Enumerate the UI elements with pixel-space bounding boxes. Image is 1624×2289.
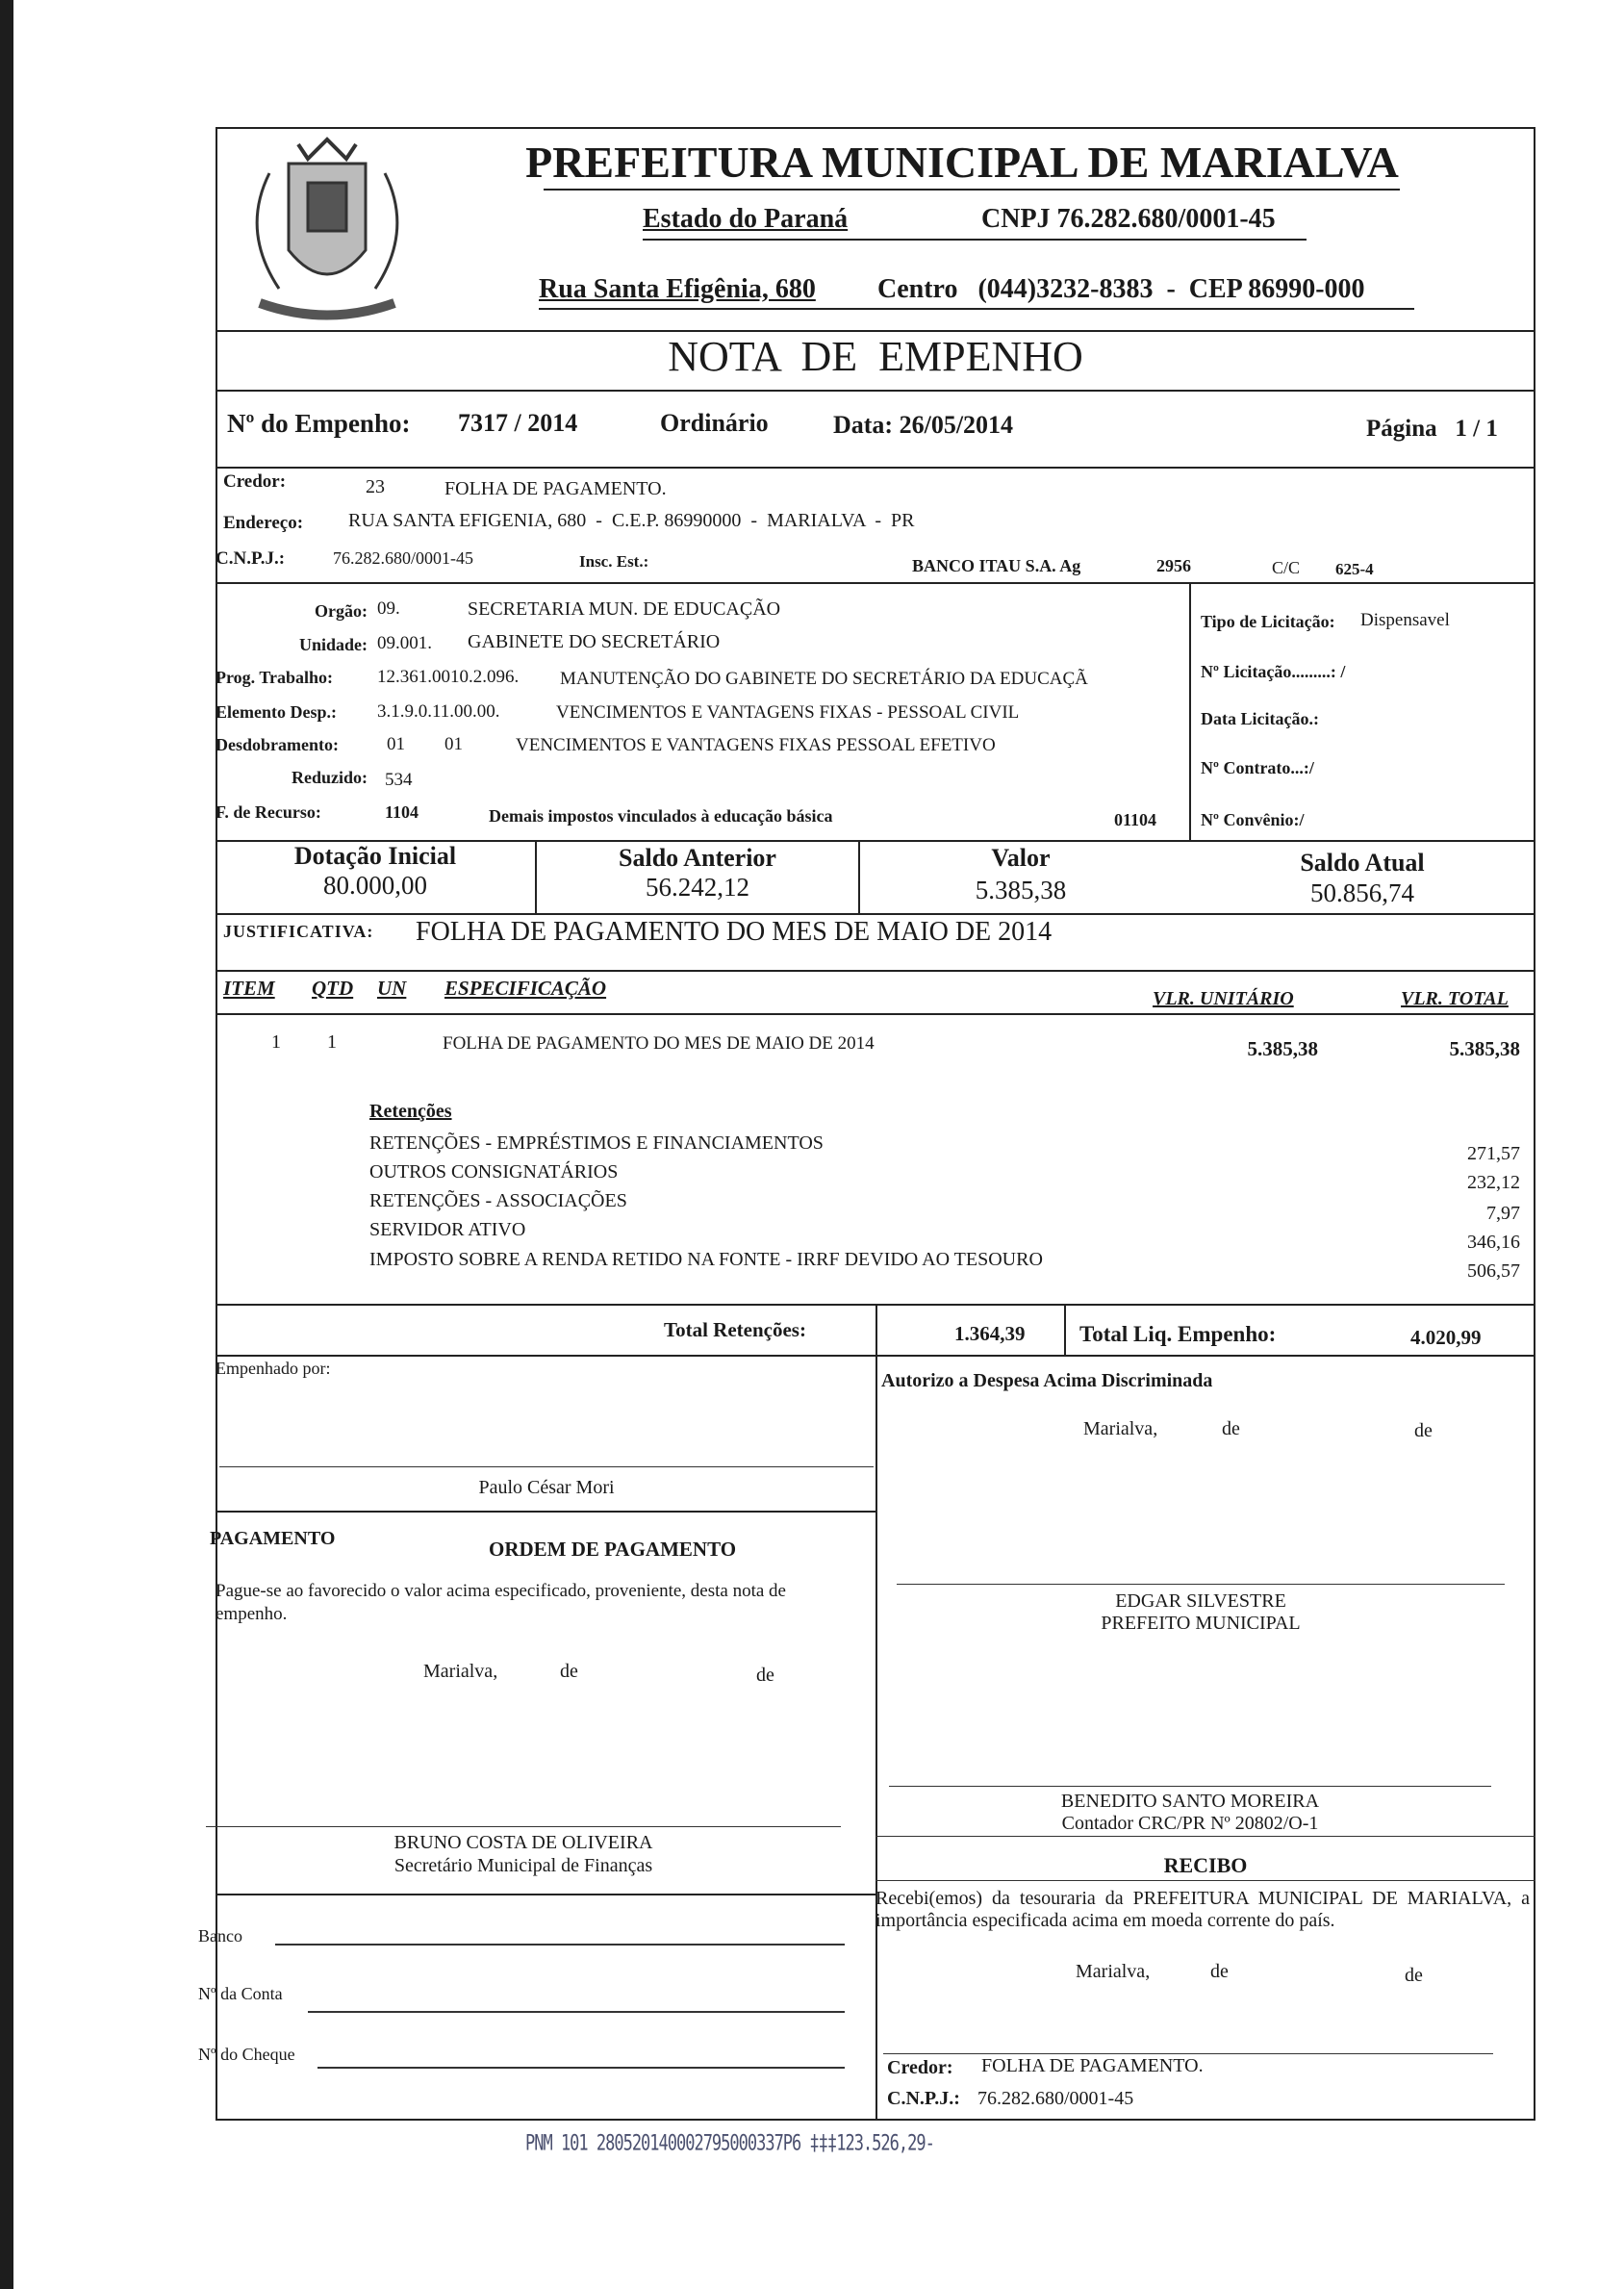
reduzido-label: Reduzido: bbox=[291, 768, 368, 787]
cheque-field[interactable] bbox=[317, 2067, 845, 2069]
recibo-cnpj-value: 76.282.680/0001-45 bbox=[977, 2088, 1134, 2109]
total-liquido-value: 4.020,99 bbox=[1410, 1326, 1482, 1349]
empenho-type: Ordinário bbox=[660, 409, 769, 437]
recurso-name: Demais impostos vinculados à educação básica bbox=[489, 806, 833, 826]
credor-cnpj: 76.282.680/0001-45 bbox=[333, 548, 473, 568]
reduzido-value: 534 bbox=[385, 770, 413, 790]
coat-of-arms-logo bbox=[231, 135, 423, 337]
elemento-label: Elemento Desp.: bbox=[216, 702, 337, 722]
recibo-place: Marialva, bbox=[1076, 1961, 1151, 1982]
item-number: 1 bbox=[271, 1031, 281, 1053]
cnpj-label: CNPJ 76.282.680/0001-45 bbox=[981, 204, 1276, 234]
empenhado-label: Empenhado por: bbox=[216, 1359, 331, 1378]
divider bbox=[216, 390, 1535, 392]
address-value: RUA SANTA EFIGENIA, 680 - C.E.P. 86990000 - MARIALVA - PR bbox=[348, 510, 915, 531]
divider bbox=[216, 582, 1535, 584]
conta-label: Nº da Conta bbox=[198, 1984, 283, 2003]
retencao-value: 7,97 bbox=[1486, 1203, 1520, 1224]
justificativa-label: JUSTIFICATIVA: bbox=[223, 922, 374, 941]
unidade-code: 09.001. bbox=[377, 633, 432, 653]
elemento-code: 3.1.9.0.11.00.00. bbox=[377, 701, 500, 722]
prog-code: 12.361.0010.2.096. bbox=[377, 667, 520, 687]
cc-value: 625-4 bbox=[1335, 560, 1374, 578]
tipo-licitacao-label: Tipo de Licitação: bbox=[1201, 612, 1335, 631]
page-number: Página 1 / 1 bbox=[1366, 416, 1498, 442]
valor-value: 5.385,38 bbox=[975, 876, 1067, 904]
signature-line bbox=[883, 2053, 1493, 2054]
retencao-label: OUTROS CONSIGNATÁRIOS bbox=[369, 1161, 619, 1183]
pagamento-de-1: de bbox=[560, 1661, 578, 1682]
desdobramento-code-2: 01 bbox=[444, 734, 463, 754]
divider bbox=[875, 1836, 1535, 1837]
bank-authentication-stamp: PNM 101 280520140002795000337P6 ‡‡‡123.526,29- bbox=[525, 2131, 934, 2156]
recibo-cnpj-label: C.N.P.J.: bbox=[887, 2088, 960, 2109]
cheque-label: Nº do Cheque bbox=[198, 2045, 295, 2064]
empenho-date: Data: 26/05/2014 bbox=[833, 411, 1014, 439]
recurso-code: 1104 bbox=[385, 802, 419, 822]
retencao-value: 506,57 bbox=[1467, 1260, 1520, 1282]
item-description: FOLHA DE PAGAMENTO DO MES DE MAIO DE 2014 bbox=[443, 1033, 875, 1054]
divider bbox=[875, 1880, 1535, 1881]
signature-line bbox=[897, 1584, 1505, 1585]
item-unit-value: 5.385,38 bbox=[1247, 1037, 1318, 1060]
retencao-value: 271,57 bbox=[1467, 1143, 1520, 1164]
insc-label: Insc. Est.: bbox=[579, 552, 649, 571]
street-underline bbox=[539, 308, 1414, 310]
recibo-credor-label: Credor: bbox=[887, 2057, 953, 2078]
recibo-credor-value: FOLHA DE PAGAMENTO. bbox=[981, 2055, 1204, 2076]
scan-edge bbox=[0, 0, 13, 2289]
title-underline bbox=[544, 189, 1400, 191]
pagamento-text: Pague-se ao favorecido o valor acima especificado, proveniente, desta nota de empenho. bbox=[216, 1581, 786, 1624]
item-qty: 1 bbox=[327, 1031, 337, 1053]
divider bbox=[535, 840, 537, 913]
retencoes-title: Retenções bbox=[369, 1101, 452, 1122]
ordem-pagamento-label: ORDEM DE PAGAMENTO bbox=[489, 1538, 737, 1561]
signature-line bbox=[219, 1466, 874, 1467]
qtd-col-header: QTD bbox=[312, 977, 354, 1000]
credor-name: FOLHA DE PAGAMENTO. bbox=[444, 478, 667, 499]
unidade-name: GABINETE DO SECRETÁRIO bbox=[468, 631, 721, 652]
address-label: Endereço: bbox=[223, 513, 304, 533]
signature-line bbox=[206, 1826, 841, 1827]
divider bbox=[216, 970, 1535, 972]
contador-title: Contador CRC/PR Nº 20802/O-1 bbox=[1061, 1813, 1319, 1834]
banco-label: Banco bbox=[198, 1926, 242, 1946]
autorizo-de-1: de bbox=[1222, 1418, 1240, 1439]
dotacao-value: 80.000,00 bbox=[323, 871, 427, 900]
signature-line bbox=[889, 1786, 1491, 1787]
divider bbox=[216, 913, 1535, 915]
total-retencoes-value: 1.364,39 bbox=[954, 1322, 1026, 1345]
divider bbox=[216, 1894, 875, 1895]
retencao-label: RETENÇÕES - EMPRÉSTIMOS E FINANCIAMENTOS bbox=[369, 1132, 824, 1154]
dotacao-label: Dotação Inicial bbox=[293, 842, 457, 870]
desdobramento-label: Desdobramento: bbox=[216, 735, 339, 754]
divider bbox=[1189, 582, 1191, 842]
autorizo-text: Autorizo a Despesa Acima Discriminada bbox=[881, 1370, 1213, 1391]
total-liquido-label: Total Liq. Empenho: bbox=[1079, 1322, 1277, 1346]
divider bbox=[875, 1355, 877, 2121]
total-retencoes-label: Total Retenções: bbox=[664, 1318, 806, 1341]
agency-value: 2956 bbox=[1156, 556, 1191, 575]
unidade-label: Unidade: bbox=[298, 635, 368, 654]
items-header-underline bbox=[216, 1013, 1535, 1015]
saldo-atual-label: Saldo Atual bbox=[1300, 849, 1425, 877]
licitacao-number: Nº Licitação.........: / bbox=[1201, 662, 1346, 681]
pagamento-label: PAGAMENTO bbox=[210, 1528, 336, 1549]
retencao-label: SERVIDOR ATIVO bbox=[369, 1219, 526, 1240]
divider bbox=[875, 1304, 877, 1357]
page-title: PREFEITURA MUNICIPAL DE MARIALVA bbox=[525, 138, 1399, 187]
tipo-licitacao-value: Dispensavel bbox=[1360, 610, 1450, 630]
credor-cnpj-label: C.N.P.J.: bbox=[216, 548, 286, 569]
saldo-atual-value: 50.856,74 bbox=[1310, 878, 1414, 907]
credor-label: Credor: bbox=[223, 471, 287, 492]
orgao-name: SECRETARIA MUN. DE EDUCAÇÃO bbox=[468, 598, 781, 620]
convenio-number: Nº Convênio:/ bbox=[1201, 810, 1305, 829]
secretary-title: Secretário Municipal de Finanças bbox=[393, 1855, 653, 1876]
recibo-de-1: de bbox=[1210, 1961, 1229, 1982]
mayor-title: PREFEITO MUNICIPAL bbox=[1101, 1613, 1301, 1634]
total-col-header: VLR. TOTAL bbox=[1401, 988, 1509, 1009]
divider bbox=[1064, 1306, 1066, 1357]
banco-field[interactable] bbox=[275, 1944, 845, 1946]
item-col-header: ITEM bbox=[223, 977, 275, 1000]
desdobramento-code-1: 01 bbox=[387, 734, 405, 754]
recibo-de-2: de bbox=[1405, 1965, 1423, 1986]
retencao-value: 346,16 bbox=[1467, 1232, 1520, 1253]
secretary-name: BRUNO COSTA DE OLIVEIRA bbox=[393, 1832, 653, 1853]
unit-col-header: VLR. UNITÁRIO bbox=[1153, 988, 1294, 1009]
prog-label: Prog. Trabalho: bbox=[216, 668, 334, 687]
prog-name: MANUTENÇÃO DO GABINETE DO SECRETÁRIO DA EDUCAÇÃ bbox=[560, 669, 1088, 689]
pagamento-de-2: de bbox=[756, 1665, 774, 1686]
district-phone-label: Centro (044)3232-8383 - CEP 86990-000 bbox=[877, 274, 1365, 304]
empenhado-name: Paulo César Mori bbox=[478, 1477, 615, 1498]
justificativa-text: FOLHA DE PAGAMENTO DO MES DE MAIO DE 2014 bbox=[416, 917, 1053, 947]
state-label: Estado do Paraná bbox=[643, 204, 849, 234]
valor-label: Valor bbox=[991, 844, 1051, 872]
conta-field[interactable] bbox=[308, 2011, 845, 2013]
un-col-header: UN bbox=[377, 977, 407, 1000]
cc-label: C/C bbox=[1272, 558, 1301, 577]
state-underline bbox=[643, 239, 1307, 241]
orgao-code: 09. bbox=[377, 598, 400, 619]
divider bbox=[216, 1511, 875, 1513]
divider bbox=[858, 840, 860, 913]
street-label: Rua Santa Efigênia, 680 bbox=[539, 274, 816, 304]
elemento-name: VENCIMENTOS E VANTAGENS FIXAS - PESSOAL CIVIL bbox=[556, 702, 1020, 723]
empenho-number-label: Nº do Empenho: bbox=[227, 409, 411, 438]
desdobramento-name: VENCIMENTOS E VANTAGENS FIXAS PESSOAL EFETIVO bbox=[516, 735, 996, 755]
saldo-anterior-label: Saldo Anterior bbox=[619, 844, 776, 872]
bank-label: BANCO ITAU S.A. Ag bbox=[912, 556, 1081, 575]
contrato-number: Nº Contrato...:/ bbox=[1201, 758, 1314, 777]
credor-code: 23 bbox=[366, 476, 385, 497]
retencao-label: RETENÇÕES - ASSOCIAÇÕES bbox=[369, 1190, 627, 1211]
autorizo-de-2: de bbox=[1414, 1420, 1433, 1441]
item-total-value: 5.385,38 bbox=[1449, 1037, 1520, 1060]
document-title: NOTA DE EMPENHO bbox=[668, 333, 1083, 380]
divider bbox=[216, 467, 1535, 469]
orgao-label: Orgão: bbox=[315, 601, 368, 621]
pagamento-place: Marialva, bbox=[423, 1661, 498, 1682]
espec-col-header: ESPECIFICAÇÃO bbox=[444, 977, 607, 1000]
recurso-code-2: 01104 bbox=[1114, 810, 1157, 829]
mayor-name: EDGAR SILVESTRE bbox=[1115, 1590, 1286, 1612]
recibo-text: Recebi(emos) da tesouraria da PREFEITURA MUNICIPAL DE MARIALVA, a importância especificada acima em moeda corrente do país. bbox=[875, 1888, 1530, 1931]
licitacao-date: Data Licitação.: bbox=[1201, 709, 1319, 728]
retencao-value: 232,12 bbox=[1467, 1172, 1520, 1193]
saldo-anterior-value: 56.242,12 bbox=[646, 873, 749, 902]
recibo-title: RECIBO bbox=[1163, 1853, 1248, 1877]
contador-name: BENEDITO SANTO MOREIRA bbox=[1060, 1791, 1320, 1812]
recurso-label: F. de Recurso: bbox=[216, 802, 321, 822]
retencao-label: IMPOSTO SOBRE A RENDA RETIDO NA FONTE - IRRF DEVIDO AO TESOURO bbox=[369, 1249, 1043, 1270]
empenho-number: 7317 / 2014 bbox=[458, 409, 578, 437]
autorizo-place: Marialva, bbox=[1083, 1418, 1158, 1439]
